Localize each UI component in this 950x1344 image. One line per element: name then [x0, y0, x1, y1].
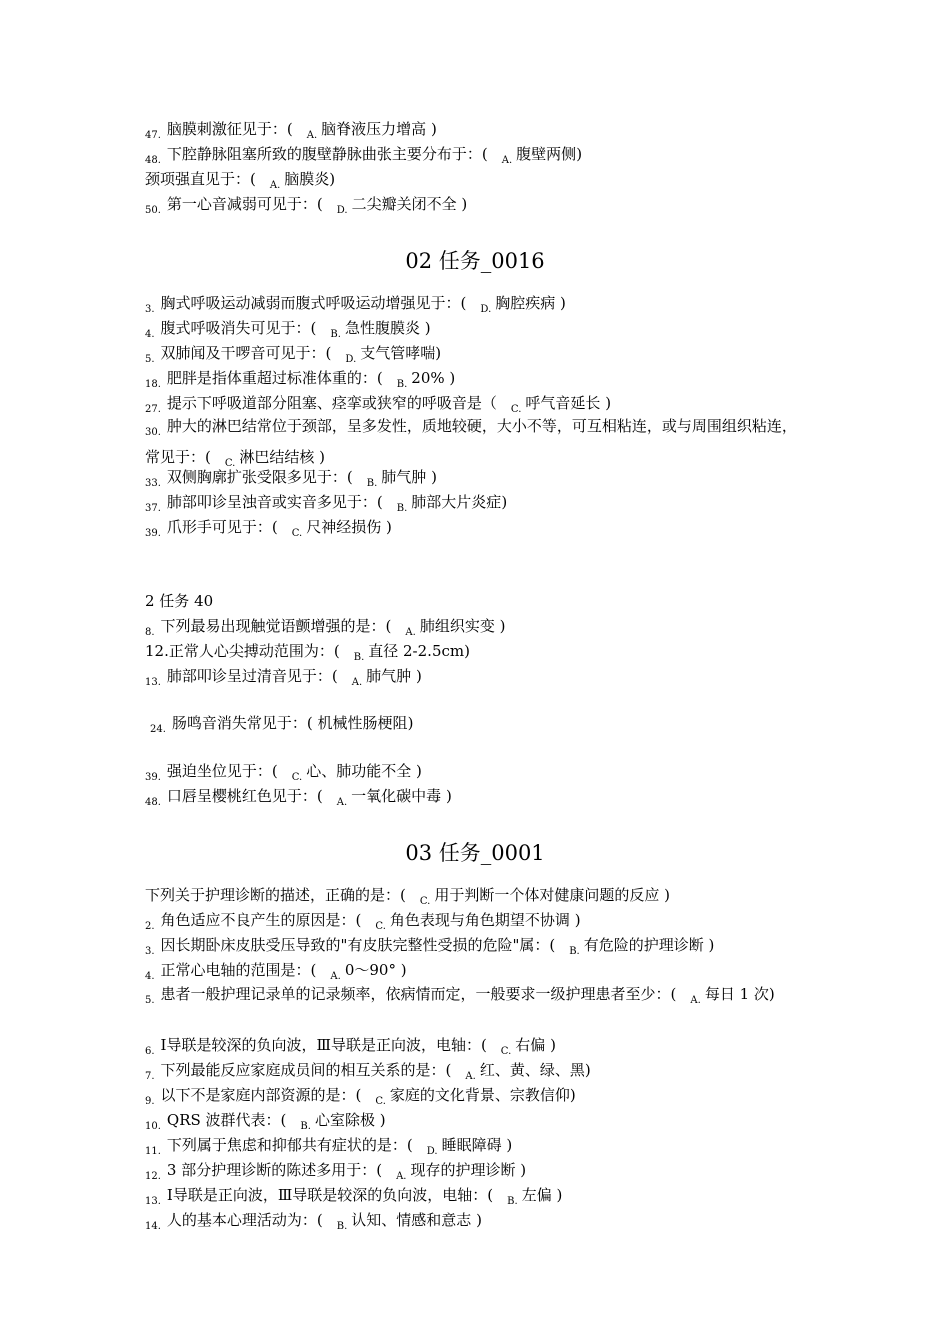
answer-option: A.	[690, 995, 701, 1006]
question-number: 5.	[145, 995, 155, 1006]
question-item	[145, 344, 810, 369]
answer-option: B.	[330, 329, 341, 340]
question-text: 以下不是家庭内部资源的是：(	[160, 1086, 362, 1104]
question-text: 第一心音减弱可见于：(	[166, 195, 323, 213]
close-paren: )	[464, 642, 470, 660]
question-item	[145, 642, 810, 667]
question-number: 18.	[145, 379, 161, 390]
close-paren: )	[461, 195, 468, 213]
question-number: 5.	[145, 354, 155, 365]
answer-text: 20%	[411, 369, 445, 387]
answer-text: 角色表现与角色期望不协调	[389, 911, 570, 929]
section-subheading: 2 任务 40	[145, 592, 214, 610]
question-item	[145, 1211, 810, 1236]
answer-option: C.	[375, 921, 386, 932]
question-item	[145, 617, 810, 642]
answer-text: 支气管哮喘	[360, 344, 436, 362]
question-text: 肿大的淋巴结常位于颈部，呈多发性，质地较硬，大小不等，可互相粘连，或与周围组织粘连，常见于：(	[145, 417, 797, 466]
question-number: 7.	[145, 1071, 155, 1082]
question-text: 3 部分护理诊断的陈述多用于：(	[166, 1161, 383, 1179]
answer-option: C.	[291, 772, 303, 783]
close-paren: )	[499, 617, 506, 635]
answer-option: A.	[306, 130, 318, 141]
answer-option: B.	[569, 946, 580, 957]
question-number: 33.	[145, 478, 161, 489]
close-paren: )	[449, 369, 456, 387]
question-number: 47.	[145, 130, 161, 141]
close-paren: )	[445, 787, 452, 805]
close-paren: )	[435, 344, 442, 362]
close-paren: )	[708, 936, 715, 954]
answer-option: A.	[405, 627, 416, 638]
close-paren: )	[576, 145, 583, 163]
close-paren: )	[768, 985, 775, 1003]
answer-text: 尺神经损伤	[306, 518, 382, 536]
answer-option: D.	[480, 304, 492, 315]
answer-option: D.	[336, 205, 348, 216]
answer-option: A.	[269, 180, 281, 191]
question-item	[145, 195, 810, 220]
question-number: 3.	[145, 304, 155, 315]
answer-option: D.	[345, 354, 357, 365]
question-text: QRS 波群代表：(	[166, 1111, 287, 1129]
close-paren: )	[430, 120, 437, 138]
question-text: 双肺闻及干啰音可见于：(	[160, 344, 332, 362]
answer-text: 胸腔疾病	[495, 294, 556, 312]
close-paren: )	[550, 1036, 556, 1054]
question-item	[145, 886, 810, 911]
answer-option: B.	[353, 652, 365, 663]
question-item	[145, 1036, 810, 1061]
question-item	[145, 518, 810, 543]
answer-option: C.	[224, 458, 236, 469]
answer-text: 机械性肠梗阻	[317, 714, 408, 732]
question-text: 12.正常人心尖搏动范围为：(	[145, 642, 340, 660]
question-text: Ⅰ导联是正向波，Ⅲ导联是较深的负向波，电轴：(	[166, 1186, 494, 1204]
answer-option: C.	[291, 528, 303, 539]
close-paren: )	[556, 1186, 563, 1204]
question-text: 提示下呼吸道部分阻塞、痉挛或狭窄的呼吸音是（	[166, 394, 497, 412]
answer-option: A.	[501, 155, 513, 166]
question-text: 胸式呼吸运动减弱而腹式呼吸运动增强见于：(	[160, 294, 467, 312]
question-text: 脑膜刺激征见于：(	[166, 120, 293, 138]
question-text: 肺部叩诊呈浊音或实音多见于：(	[166, 493, 383, 511]
answer-text: 肺部大片炎症	[411, 493, 502, 511]
question-number: 6.	[145, 1046, 155, 1057]
question-item	[145, 1136, 810, 1161]
question-text: 肥胖是指体重超过标准体重的：(	[166, 369, 383, 387]
question-item	[145, 170, 810, 195]
question-number: 48.	[145, 797, 161, 808]
question-text: 肠鸣音消失常见于：(	[171, 714, 313, 732]
question-item	[145, 1111, 810, 1136]
question-number: 39.	[145, 528, 161, 539]
question-text: Ⅰ导联是较深的负向波，Ⅲ导联是正向波，电轴：(	[160, 1036, 487, 1054]
question-item	[145, 982, 810, 1013]
answer-text: 0～90°	[344, 961, 396, 979]
close-paren: )	[424, 319, 431, 337]
answer-option: C.	[375, 1096, 386, 1107]
answer-option: C.	[500, 1046, 512, 1057]
question-item	[145, 468, 810, 493]
answer-text: 呼气音延长	[525, 394, 601, 412]
question-text: 颈项强直见于：(	[145, 170, 256, 188]
answer-text: 睡眠障碍	[441, 1136, 502, 1154]
close-paren: )	[329, 170, 336, 188]
close-paren: )	[379, 1111, 386, 1129]
question-item	[150, 714, 815, 739]
question-text: 肺部叩诊呈过清音见于：(	[166, 667, 338, 685]
answer-option: B.	[396, 379, 408, 390]
answer-text: 肺气肿	[366, 667, 412, 685]
answer-text: 一氧化碳中毒	[351, 787, 442, 805]
close-paren: )	[506, 1136, 513, 1154]
answer-option: C.	[419, 896, 431, 907]
answer-text: 心室除极	[314, 1111, 375, 1129]
section-heading: 02 任务_0016	[405, 249, 545, 273]
answer-option: B.	[366, 478, 378, 489]
close-paren: )	[319, 448, 325, 466]
close-paren: )	[605, 394, 612, 412]
question-item	[145, 1186, 810, 1211]
close-paren: )	[476, 1211, 482, 1229]
answer-text: 右偏	[515, 1036, 546, 1054]
question-text: 口唇呈樱桃红色见于：(	[166, 787, 323, 805]
answer-text: 有危险的护理诊断	[583, 936, 704, 954]
question-text: 下列属于焦虑和抑郁共有症状的是：(	[166, 1136, 413, 1154]
question-item	[145, 120, 810, 145]
question-number: 8.	[145, 627, 155, 638]
question-item	[145, 145, 810, 170]
question-number: 30.	[145, 427, 161, 438]
answer-text: 左偏	[521, 1186, 552, 1204]
question-item	[145, 787, 810, 812]
question-number: 13.	[145, 1196, 161, 1207]
answer-text: 脑膜炎	[284, 170, 330, 188]
answer-text: 急性腹膜炎	[344, 319, 420, 337]
answer-option: A.	[465, 1071, 476, 1082]
question-item	[145, 369, 810, 394]
answer-option: A.	[396, 1171, 407, 1182]
close-paren: )	[400, 961, 407, 979]
question-number: 9.	[145, 1096, 155, 1107]
question-text: 下腔静脉阻塞所致的腹壁静脉曲张主要分布于：(	[166, 145, 488, 163]
close-paren: )	[520, 1161, 527, 1179]
answer-text: 直径 2-2.5cm	[368, 642, 465, 660]
question-number: 50.	[145, 205, 161, 216]
question-number: 39.	[145, 772, 161, 783]
answer-option: D.	[426, 1146, 438, 1157]
question-text: 下列关于护理诊断的描述，正确的是：(	[145, 886, 406, 904]
question-text: 正常心电轴的范围是：(	[160, 961, 317, 979]
question-item	[145, 762, 810, 787]
answer-option: B.	[336, 1221, 348, 1232]
question-text: 人的基本心理活动为：(	[166, 1211, 323, 1229]
answer-text: 心、肺功能不全	[306, 762, 412, 780]
question-item	[145, 936, 810, 961]
question-item	[145, 1161, 810, 1186]
close-paren: )	[560, 294, 566, 312]
question-number: 48.	[145, 155, 161, 166]
question-number: 4.	[145, 329, 155, 340]
answer-text: 家庭的文化背景、宗教信仰	[389, 1086, 570, 1104]
question-item	[145, 1086, 810, 1111]
answer-option: C.	[510, 404, 522, 415]
answer-text: 用于判断一个体对健康问题的反应	[434, 886, 660, 904]
answer-option: A.	[351, 677, 363, 688]
question-text: 腹式呼吸消失可见于：(	[160, 319, 317, 337]
question-number: 2.	[145, 921, 155, 932]
question-number: 14.	[145, 1221, 161, 1232]
question-text: 因长期卧床皮肤受压导致的"有皮肤完整性受损的危险"属：(	[160, 936, 556, 954]
close-paren: )	[501, 493, 508, 511]
answer-option: A.	[336, 797, 348, 808]
answer-option: B.	[300, 1121, 311, 1132]
answer-option: A.	[330, 971, 341, 982]
answer-text: 肺气肿	[381, 468, 427, 486]
close-paren: )	[415, 667, 422, 685]
answer-text: 每日 1 次	[704, 985, 769, 1003]
question-number: 12.	[145, 1171, 161, 1182]
question-item	[145, 667, 810, 692]
close-paren: )	[569, 1086, 576, 1104]
question-text: 下列最能反应家庭成员间的相互关系的是：(	[160, 1061, 452, 1079]
question-number: 24.	[150, 724, 166, 735]
close-paren: )	[584, 1061, 591, 1079]
section-heading: 03 任务_0001	[405, 841, 545, 865]
answer-text: 二尖瓣关闭不全	[351, 195, 457, 213]
question-number: 4.	[145, 971, 155, 982]
question-item	[145, 414, 810, 476]
close-paren: )	[386, 518, 392, 536]
question-text: 爪形手可见于：(	[166, 518, 278, 536]
question-text: 患者一般护理记录单的记录频率，依病情而定，一般要求一级护理患者至少：(	[160, 985, 677, 1003]
answer-option: B.	[507, 1196, 518, 1207]
close-paren: )	[574, 911, 581, 929]
question-number: 37.	[145, 503, 161, 514]
question-text: 下列最易出现触觉语颤增强的是：(	[160, 617, 392, 635]
close-paren: )	[416, 762, 422, 780]
close-paren: )	[664, 886, 670, 904]
question-number: 13.	[145, 677, 161, 688]
answer-text: 肺组织实变	[419, 617, 495, 635]
question-item	[145, 294, 810, 319]
question-item	[145, 493, 810, 518]
question-text: 角色适应不良产生的原因是：(	[160, 911, 362, 929]
close-paren: )	[407, 714, 414, 732]
question-text: 强迫坐位见于：(	[166, 762, 278, 780]
close-paren: )	[431, 468, 437, 486]
answer-text: 脑脊液压力增高	[321, 120, 427, 138]
question-text: 双侧胸廓扩张受限多见于：(	[166, 468, 353, 486]
answer-text: 淋巴结结核	[239, 448, 315, 466]
answer-text: 现存的护理诊断	[410, 1161, 516, 1179]
answer-text: 腹壁两侧	[516, 145, 577, 163]
question-number: 10.	[145, 1121, 161, 1132]
question-item	[145, 1061, 810, 1086]
question-item	[145, 911, 810, 936]
question-number: 11.	[145, 1146, 161, 1157]
answer-text: 红、黄、绿、黑	[479, 1061, 585, 1079]
question-number: 3.	[145, 946, 155, 957]
question-item	[145, 319, 810, 344]
answer-option: B.	[396, 503, 408, 514]
answer-text: 认知、情感和意志	[351, 1211, 472, 1229]
question-number: 27.	[145, 404, 161, 415]
